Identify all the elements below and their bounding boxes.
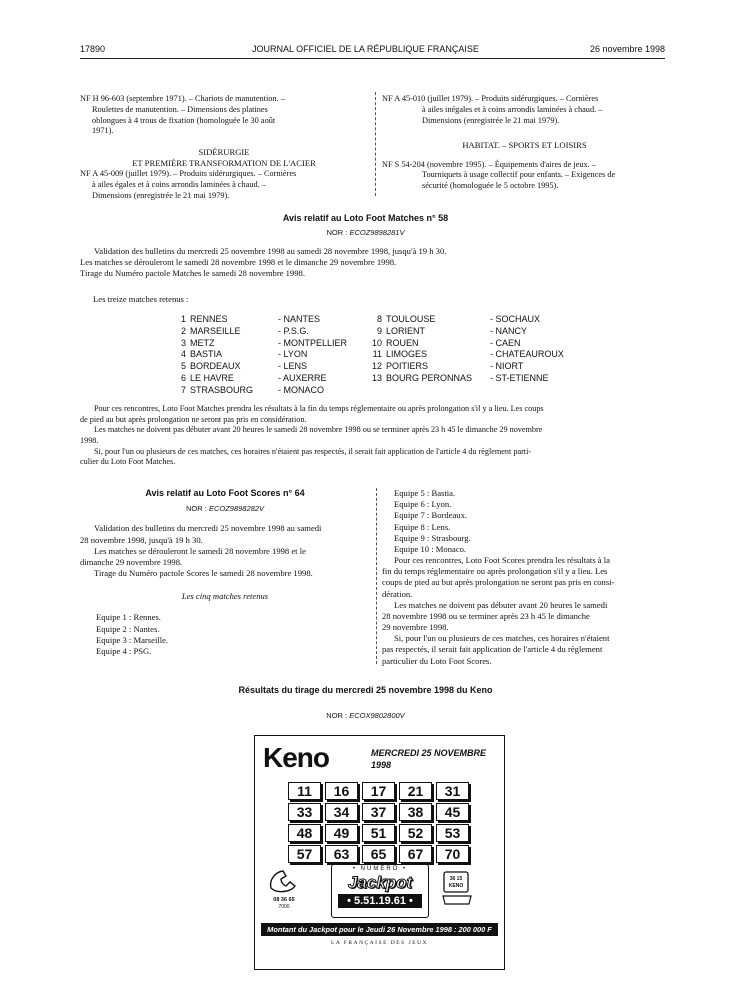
team-line: Equipe 4 : PSG. xyxy=(96,645,152,656)
keno-number: 53 xyxy=(436,824,469,842)
match-row xyxy=(172,314,321,326)
issue-date: 26 novembre 1998 xyxy=(589,44,665,54)
text-line: culier du Loto Foot Matches. xyxy=(80,457,176,467)
keno-number: 17 xyxy=(362,782,395,800)
nf-h-entry xyxy=(80,94,368,137)
column-divider xyxy=(375,92,376,196)
keno-number: 70 xyxy=(436,845,469,863)
card-footer: LA FRANÇAISE DES JEUX xyxy=(330,940,429,946)
match-row xyxy=(368,349,564,361)
match-number: 8 xyxy=(376,314,382,324)
phone-service xyxy=(267,868,301,916)
loto-scores-nor xyxy=(80,504,370,514)
team-line: Equipe 1 : Rennes. xyxy=(96,612,161,623)
page-number: 17890 xyxy=(80,44,106,54)
text-line: sécurité (homologuée le 5 octobre 1995). xyxy=(422,181,559,191)
team-line: Equipe 9 : Strasbourg. xyxy=(394,532,471,543)
text-line: Les matches ne doivent pas débuter avant 20 heures le samedi 28 novembre 1998 ou se terminer après 23 h 45 le dimanche 29 novembre xyxy=(94,425,543,435)
away-team: - MONTPELLIER xyxy=(278,337,348,348)
scores-teams-left xyxy=(80,612,370,657)
keno-number: 16 xyxy=(325,782,358,800)
keno-number: 34 xyxy=(325,803,358,821)
text-line: oblongues à 4 trous de fixation (homologuée le 30 août xyxy=(92,115,276,125)
text-line: NF H 96-603 (septembre 1971). – Chariots de manutention. – xyxy=(80,94,285,103)
match-row xyxy=(172,361,308,373)
text-line: coups de pied au but après prolongation ne seront pas pris en consi- xyxy=(382,577,615,588)
team-line: Equipe 3 : Marseille. xyxy=(96,634,169,645)
text-line: Dimensions (enregistrée le 21 mai 1979). xyxy=(92,191,230,201)
text-line: NF S 54-204 (novembre 1995). – Équipements d'aires de jeux. – xyxy=(382,159,596,169)
team-line: Equipe 5 : Bastia. xyxy=(394,488,456,498)
text-line: pas respectés, il serait fait application de l'article 4 du règlement xyxy=(382,644,603,655)
keno-number: 67 xyxy=(399,845,432,863)
match-row xyxy=(368,337,521,350)
home-team: RENNES xyxy=(190,314,228,324)
home-team: ROUEN xyxy=(386,337,419,348)
home-team: BASTIA xyxy=(190,349,223,360)
minitel-number: 36 15 xyxy=(449,876,463,882)
keno-number: 49 xyxy=(325,824,358,842)
match-number: 6 xyxy=(180,372,186,383)
match-number: 4 xyxy=(180,349,186,360)
match-row xyxy=(172,384,324,397)
away-team: - AUXERRE xyxy=(278,372,327,383)
home-team: LE HAVRE xyxy=(190,372,234,383)
away-team: - LYON xyxy=(278,349,308,360)
away-team: - NIORT xyxy=(490,361,524,372)
text-line: Tirage du Numéro pactole Matches le samedi 28 novembre 1998. xyxy=(80,268,305,279)
matches-list-right xyxy=(368,314,564,385)
home-team: BORDEAUX xyxy=(190,361,241,372)
match-row xyxy=(368,325,528,338)
loto-matches-intro xyxy=(80,246,674,280)
home-team: TOULOUSE xyxy=(386,314,436,324)
text-line: dération. xyxy=(382,588,413,599)
match-number: 1 xyxy=(180,314,186,324)
match-number: 9 xyxy=(376,325,382,336)
scores-teams-right xyxy=(382,488,667,555)
phone-number: 08 36 65 xyxy=(273,897,295,904)
keno-number: 48 xyxy=(288,824,321,842)
text-line: 28 novembre 1998 ou se terminer après 23 h 45 le dimanche xyxy=(382,610,590,621)
team-line: Equipe 6 : Lyon. xyxy=(394,499,452,510)
match-row xyxy=(172,325,309,338)
keno-section-title: Résultats du tirage du mercredi 25 novembre 1998 du Keno xyxy=(238,685,493,695)
nf-s-entry xyxy=(382,160,667,192)
nor-label: NOR : xyxy=(326,711,348,720)
team-line: Equipe 10 : Monaco. xyxy=(394,543,467,554)
keno-number: 11 xyxy=(288,782,321,800)
text-line: particulier du Loto Foot Scores. xyxy=(382,655,492,666)
loto-matches-nor xyxy=(0,228,731,238)
top-left-column xyxy=(80,94,368,202)
match-number: 7 xyxy=(180,384,186,395)
match-row xyxy=(368,314,541,326)
text-line: dimanche 29 novembre 1998. xyxy=(80,556,183,567)
text-line: NF A 45-009 (juillet 1979). – Produits sidérurgiques. – Cornières xyxy=(80,169,297,179)
keno-number: 45 xyxy=(436,803,469,821)
match-row xyxy=(172,372,327,385)
jackpot-banner: Montant du Jackpot pour le Jeudi 26 Novembre 1998 : 200 000 F xyxy=(261,923,498,936)
text-line: Si, pour l'un ou plusieurs de ces matches, ces horaires n'étaient xyxy=(394,633,610,644)
nor-code: ECOZ9898281V xyxy=(349,228,405,237)
keno-logo: Keno xyxy=(263,742,329,773)
page-header xyxy=(80,44,665,59)
nor-code: ECOX9802800V xyxy=(349,711,405,720)
keno-number: 38 xyxy=(399,803,432,821)
phone-code: 7000 xyxy=(278,904,290,911)
keno-number: 33 xyxy=(288,803,321,821)
heading-line: ET PREMIÈRE TRANSFORMATION DE L'ACIER xyxy=(132,158,316,169)
loto-matches-outro xyxy=(80,404,668,468)
jackpot-number: • 5.51.19.61 • xyxy=(338,894,422,908)
scores-list-title: Les cinq matches retenus xyxy=(181,591,269,602)
away-team: - NANTES xyxy=(278,314,321,324)
match-number: 11 xyxy=(372,349,382,360)
keno-number: 37 xyxy=(362,803,395,821)
nf-a-45-010-entry xyxy=(382,94,667,126)
keno-draw-date: MERCREDI 25 NOVEMBRE 1998 xyxy=(371,748,487,770)
away-team: - MONACO xyxy=(278,384,324,395)
minitel-service xyxy=(441,870,473,908)
nor-code: ECOZ9898282V xyxy=(208,503,264,513)
keno-number: 63 xyxy=(325,845,358,863)
nf-a-entry xyxy=(80,169,368,201)
text-line: 28 novembre 1998, jusqu'à 19 h 30. xyxy=(80,534,203,545)
text-line: Pour ces rencontres, Loto Foot Scores prendra les résultats à la xyxy=(394,555,610,566)
text-line: Tirage du Numéro pactole Scores le samedi 28 novembre 1998. xyxy=(94,568,313,579)
match-number: 13 xyxy=(371,372,382,383)
jackpot-label: • NUMÉRO • xyxy=(352,866,408,872)
text-line: à ailes inégales et à coins arrondis laminées à chaud. – xyxy=(422,104,603,114)
text-line: Dimensions (enregistrée le 21 mai 1979). xyxy=(422,115,560,125)
team-line: Equipe 8 : Lens. xyxy=(394,521,451,532)
loto-scores-intro xyxy=(80,523,370,579)
minitel-code: KENO xyxy=(448,883,464,889)
matches-list-left xyxy=(172,314,348,397)
text-line: Tourniquets à usage collectif pour enfants. – Exigences de xyxy=(422,170,616,180)
matches-list-intro: Les treize matches retenus : xyxy=(93,294,189,304)
away-team: - P.S.G. xyxy=(278,325,309,336)
match-number: 3 xyxy=(180,337,186,348)
keno-number: 21 xyxy=(399,782,432,800)
away-team: - CHATEAUROUX xyxy=(490,349,564,360)
text-line: Roulettes de manutention. – Dimensions des platines xyxy=(92,104,268,114)
text-line: Validation des bulletins du mercredi 25 novembre 1998 au samedi 28 novembre 1998, jusqu'à 19 h 30. xyxy=(94,246,447,256)
away-team: - NANCY xyxy=(490,325,528,336)
away-team: - ST-ETIENNE xyxy=(490,372,549,383)
loto-matches-title: Avis relatif au Loto Foot Matches n° 58 xyxy=(282,213,449,223)
home-team: BOURG PERONNAS xyxy=(386,372,473,383)
text-line: NF A 45-010 (juillet 1979). – Produits sidérurgiques. – Cornières xyxy=(382,94,599,103)
loto-scores-title: Avis relatif au Loto Foot Scores n° 64 xyxy=(145,488,305,498)
match-number: 12 xyxy=(371,361,382,372)
section-heading: HABITAT. – SPORTS ET LOISIRS xyxy=(462,140,587,151)
keno-number: 52 xyxy=(399,824,432,842)
away-team: - CAEN xyxy=(490,337,521,348)
phone-icon xyxy=(267,868,301,894)
match-number: 10 xyxy=(371,337,382,348)
away-team: - LENS xyxy=(278,361,308,372)
home-team: POITIERS xyxy=(386,361,429,372)
away-team: - SOCHAUX xyxy=(490,314,541,324)
keno-results-card xyxy=(254,735,505,970)
team-line: Equipe 2 : Nantes. xyxy=(96,623,160,634)
text-line: 1998. xyxy=(80,435,99,445)
column-divider xyxy=(376,488,377,664)
team-line: Equipe 7 : Bordeaux. xyxy=(394,510,468,521)
text-line: de pied au but après prolongation ne seront pas pris en considération. xyxy=(80,414,307,424)
scores-rules xyxy=(382,555,667,667)
match-row xyxy=(172,349,308,361)
text-line: Les matches se dérouleront le samedi 28 novembre 1998 et le dimanche 29 novembre 1998. xyxy=(80,257,397,268)
home-team: METZ xyxy=(190,337,215,348)
jackpot-word: Jackpot xyxy=(347,872,413,892)
keno-number: 57 xyxy=(288,845,321,863)
jackpot-box xyxy=(331,864,429,918)
home-team: STRASBOURG xyxy=(190,384,254,395)
journal-title: JOURNAL OFFICIEL DE LA RÉPUBLIQUE FRANÇAISE xyxy=(252,44,479,54)
keno-number: 51 xyxy=(362,824,395,842)
keno-section-nor xyxy=(0,711,731,721)
text-line: Pour ces rencontres, Loto Foot Matches prendra les résultats à la fin du temps réglementaire ou après prolongation s'il y a lieu. Les coups xyxy=(94,404,544,413)
top-right-column xyxy=(382,94,667,192)
loto-scores-left-column xyxy=(80,488,370,657)
match-row xyxy=(368,361,524,373)
nor-label: NOR : xyxy=(326,228,348,237)
match-number: 2 xyxy=(180,325,186,336)
text-line: à ailes égales et à coins arrondis laminées à chaud. – xyxy=(92,180,266,190)
text-line: Les matches se dérouleront le samedi 28 novembre 1998 et le xyxy=(94,545,306,556)
text-line: Les matches ne doivent pas débuter avant 20 heures le samedi xyxy=(394,599,608,610)
section-heading xyxy=(80,147,368,169)
match-row xyxy=(368,372,549,385)
home-team: LORIENT xyxy=(386,325,426,336)
home-team: MARSEILLE xyxy=(190,325,241,336)
match-number: 5 xyxy=(180,361,186,372)
loto-scores-right-column xyxy=(382,488,667,667)
text-line: 1971). xyxy=(92,126,114,136)
text-line: fin du temps réglementaire ou après prolongation s'il y a lieu. Les xyxy=(382,566,608,577)
match-row xyxy=(172,337,348,350)
text-line: 29 novembre 1998. xyxy=(382,622,449,633)
nor-label: NOR : xyxy=(186,503,207,513)
keno-number: 31 xyxy=(436,782,469,800)
heading-line: SIDÉRURGIE xyxy=(198,147,250,158)
text-line: Validation des bulletins du mercredi 25 novembre 1998 au samedi xyxy=(94,523,322,534)
text-line: Si, pour l'un ou plusieurs de ces matches, ces horaires n'étaient pas respectés, il serait fait application de l'article 4 du règlement parti- xyxy=(94,446,532,456)
keno-number: 65 xyxy=(362,845,395,863)
home-team: LIMOGES xyxy=(386,349,428,360)
